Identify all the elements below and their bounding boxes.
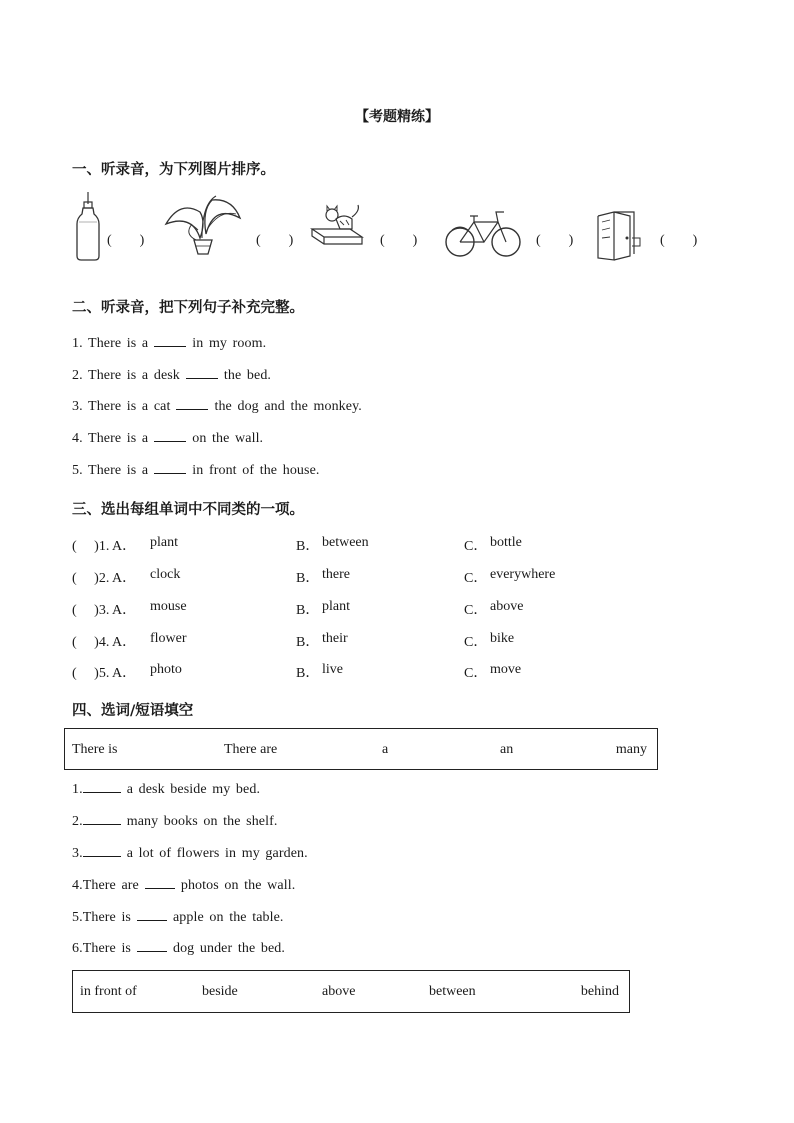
word-bank-item[interactable]: in front of bbox=[80, 984, 137, 999]
order-paren-4[interactable]: ( ) bbox=[536, 233, 574, 248]
question-number: ( )4. A． bbox=[72, 635, 137, 650]
option-c[interactable]: bottle bbox=[490, 535, 522, 550]
sentence-pre: 4.There are bbox=[72, 878, 139, 893]
option-b-label: B． bbox=[296, 571, 320, 586]
option-c-label: C． bbox=[464, 635, 488, 650]
option-c-label: C． bbox=[464, 666, 488, 681]
question-number: ( )1. A． bbox=[72, 539, 137, 554]
order-paren-5[interactable]: ( ) bbox=[660, 233, 698, 248]
option-c[interactable]: bike bbox=[490, 631, 515, 646]
answer-blank[interactable] bbox=[176, 397, 208, 410]
question-number: ( )2. A． bbox=[72, 571, 137, 586]
option-b-label: B． bbox=[296, 635, 320, 650]
bike-icon bbox=[444, 208, 524, 260]
option-a[interactable]: photo bbox=[150, 662, 182, 677]
option-a[interactable]: flower bbox=[150, 631, 187, 646]
word-bank-item[interactable]: above bbox=[322, 984, 356, 999]
sentence-pre: 4. There is a bbox=[72, 431, 149, 446]
sentence-post: apple on the table. bbox=[172, 910, 284, 925]
sentence-post: in front of the house. bbox=[192, 463, 320, 478]
option-c-label: C． bbox=[464, 539, 488, 554]
order-paren-2[interactable]: ( ) bbox=[256, 233, 294, 248]
section-2-heading: 二、听录音，把下列句子补充完整。 bbox=[72, 300, 304, 316]
word-bank-item[interactable]: a bbox=[382, 742, 389, 757]
sentence-pre: 1. bbox=[72, 782, 83, 797]
sentence-pre: 1. There is a bbox=[72, 336, 149, 351]
sentence-4-5 bbox=[72, 908, 284, 926]
option-a[interactable]: mouse bbox=[150, 599, 187, 614]
section-3-heading: 三、选出每组单词中不同类的一项。 bbox=[72, 502, 304, 518]
option-c-label: C． bbox=[464, 603, 488, 618]
sentence-4-2 bbox=[72, 812, 277, 830]
sentence-post: the bed. bbox=[223, 368, 272, 383]
sentence-2-1 bbox=[72, 334, 266, 352]
sentence-4-4 bbox=[72, 876, 295, 894]
section-4-heading: 四、选词/短语填空 bbox=[72, 703, 194, 719]
option-b[interactable]: plant bbox=[322, 599, 350, 614]
sentence-post: dog under the bed. bbox=[172, 941, 285, 956]
option-b-label: B． bbox=[296, 603, 320, 618]
cat-on-box-icon bbox=[310, 203, 366, 245]
word-bank-item[interactable]: between bbox=[429, 984, 476, 999]
answer-blank[interactable] bbox=[83, 812, 121, 825]
option-b-label: B． bbox=[296, 539, 320, 554]
plant-icon bbox=[162, 194, 242, 258]
sentence-post: many books on the shelf. bbox=[126, 814, 278, 829]
answer-blank[interactable] bbox=[83, 844, 121, 857]
question-number: ( )3. A． bbox=[72, 603, 137, 618]
option-a[interactable]: plant bbox=[150, 535, 178, 550]
option-c[interactable]: above bbox=[490, 599, 524, 614]
option-b-label: B． bbox=[296, 666, 320, 681]
option-b[interactable]: there bbox=[322, 567, 350, 582]
sentence-pre: 6.There is bbox=[72, 941, 131, 956]
sentence-post: on the wall. bbox=[192, 431, 264, 446]
sentence-2-4 bbox=[72, 429, 263, 447]
order-paren-3[interactable]: ( ) bbox=[380, 233, 418, 248]
word-bank-item[interactable]: There are bbox=[224, 742, 278, 757]
sentence-post: photos on the wall. bbox=[180, 878, 296, 893]
word-bank-item[interactable]: an bbox=[500, 742, 514, 757]
option-b[interactable]: live bbox=[322, 662, 343, 677]
sentence-post: the dog and the monkey. bbox=[214, 399, 362, 414]
option-c-label: C． bbox=[464, 571, 488, 586]
sentence-2-2 bbox=[72, 366, 271, 384]
answer-blank[interactable] bbox=[145, 876, 175, 889]
answer-blank[interactable] bbox=[154, 461, 186, 474]
word-bank-2 bbox=[72, 970, 630, 1013]
word-bank-item[interactable]: many bbox=[615, 742, 647, 757]
option-c[interactable]: everywhere bbox=[490, 567, 556, 582]
option-b[interactable]: their bbox=[322, 631, 348, 646]
option-b[interactable]: between bbox=[322, 535, 369, 550]
sentence-post: a lot of flowers in my garden. bbox=[126, 846, 308, 861]
door-icon bbox=[594, 208, 644, 262]
answer-blank[interactable] bbox=[154, 429, 186, 442]
sentence-post: in my room. bbox=[192, 336, 267, 351]
answer-blank[interactable] bbox=[186, 366, 218, 379]
sentence-4-1 bbox=[72, 780, 260, 798]
sentence-2-3 bbox=[72, 397, 362, 415]
word-bank-item[interactable]: behind bbox=[580, 984, 619, 999]
word-bank-item[interactable]: There is bbox=[72, 742, 118, 757]
sentence-4-3 bbox=[72, 844, 308, 862]
order-paren-1[interactable]: ( ) bbox=[107, 233, 145, 248]
word-bank-item[interactable]: beside bbox=[202, 984, 238, 999]
question-number: ( )5. A． bbox=[72, 666, 137, 681]
option-c[interactable]: move bbox=[490, 662, 522, 677]
answer-blank[interactable] bbox=[137, 908, 167, 921]
answer-blank[interactable] bbox=[83, 780, 121, 793]
sentence-pre: 2. bbox=[72, 814, 83, 829]
sentence-post: a desk beside my bed. bbox=[126, 782, 261, 797]
sentence-pre: 2. There is a desk bbox=[72, 368, 180, 383]
answer-blank[interactable] bbox=[137, 939, 167, 952]
answer-blank[interactable] bbox=[154, 334, 186, 347]
option-a[interactable]: clock bbox=[150, 567, 181, 582]
sentence-pre: 3. bbox=[72, 846, 83, 861]
section-1-heading: 一、听录音，为下列图片排序。 bbox=[72, 162, 275, 178]
page-title: 【考题精练】 bbox=[355, 109, 439, 125]
bottle-icon bbox=[74, 192, 102, 262]
sentence-pre: 5.There is bbox=[72, 910, 131, 925]
sentence-pre: 3. There is a cat bbox=[72, 399, 171, 414]
word-bank-1 bbox=[64, 728, 658, 770]
sentence-4-6 bbox=[72, 939, 285, 957]
sentence-pre: 5. There is a bbox=[72, 463, 149, 478]
sentence-2-5 bbox=[72, 461, 319, 479]
